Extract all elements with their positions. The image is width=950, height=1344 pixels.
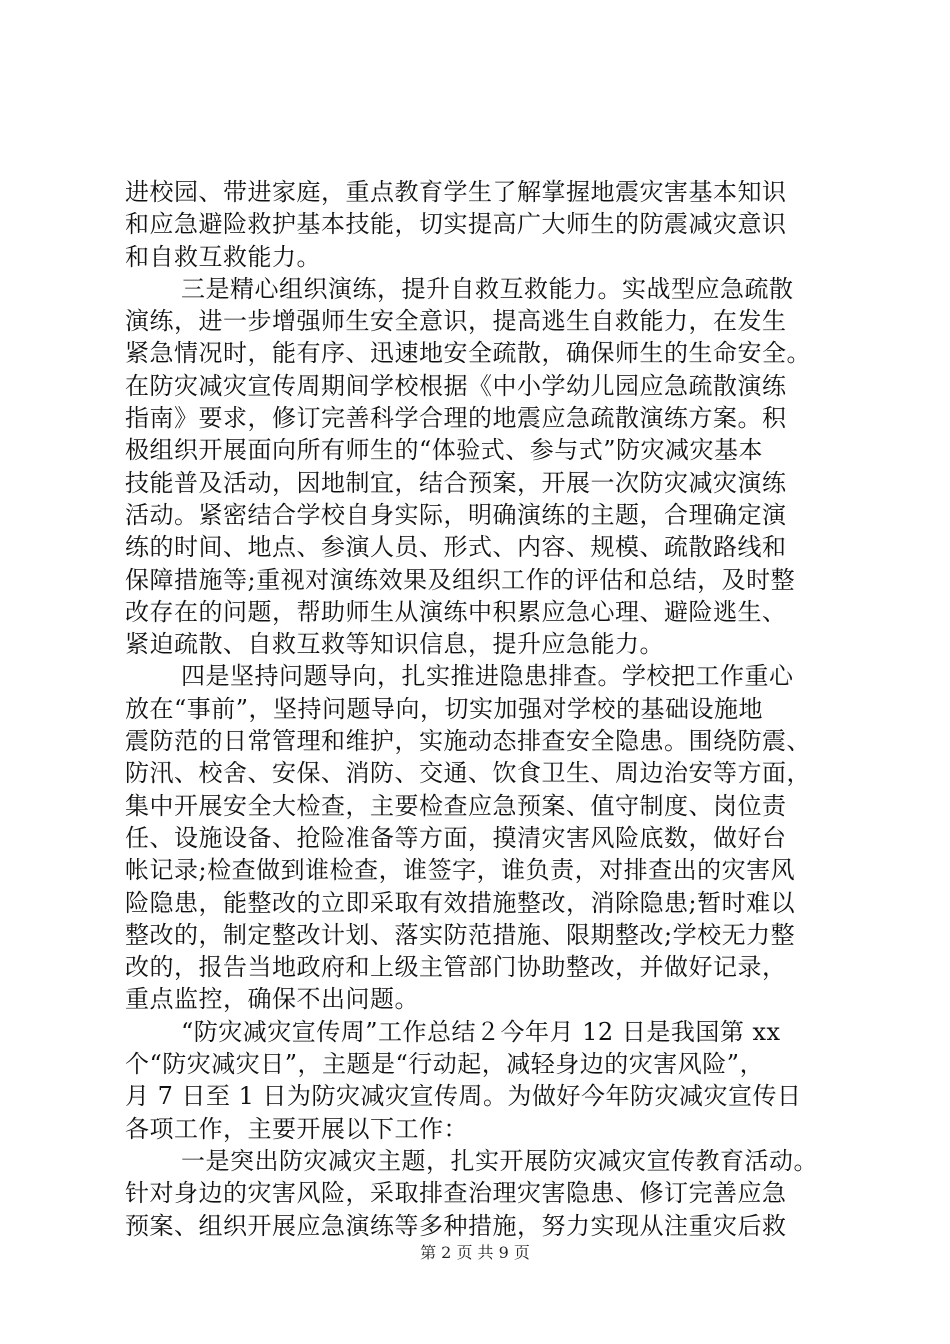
text-line: 三是精心组织演练，提升自救互救能力。实战型应急疏散 bbox=[181, 274, 794, 303]
text-line: 整改的，制定整改计划、落实防范措施、限期整改;学校无力整 bbox=[125, 920, 796, 949]
page-footer: 第 2 页 共 9 页 bbox=[420, 1243, 530, 1262]
text-line: 改存在的问题，帮助师生从演练中积累应急心理、避险逃生、 bbox=[125, 597, 787, 626]
text-line: 任、设施设备、抢险准备等方面，摸清灾害风险底数，做好台 bbox=[125, 823, 787, 852]
text-line: 改的，报告当地政府和上级主管部门协助整改，并做好记录， bbox=[125, 953, 787, 982]
text-line: 险隐患，能整改的立即采取有效措施整改，消除隐患;暂时难以 bbox=[125, 888, 796, 917]
text-line: 个“防灾减灾日”，主题是“行动起，减轻身边的灾害风险”， bbox=[125, 1050, 765, 1079]
text-line: 活动。紧密结合学校自身实际，明确演练的主题，合理确定演 bbox=[125, 500, 787, 529]
text-line: 保障措施等;重视对演练效果及组织工作的评估和总结，及时整 bbox=[125, 565, 796, 594]
text-line: 帐记录;检查做到谁检查，谁签字，谁负责，对排查出的灾害风 bbox=[125, 856, 796, 885]
text-line: 防汛、校舍、安保、消防、交通、饮食卫生、周边治安等方面， bbox=[125, 759, 811, 788]
text-line: 练的时间、地点、参演人员、形式、内容、规模、疏散路线和 bbox=[125, 533, 787, 562]
text-line: 预案、组织开展应急演练等多种措施，努力实现从注重灾后救 bbox=[125, 1211, 787, 1240]
text-line: 一是突出防灾减灾主题，扎实开展防灾减灾宣传教育活动。 bbox=[181, 1146, 818, 1175]
text-line: 各项工作，主要开展以下工作： bbox=[125, 1114, 468, 1143]
text-line: 针对身边的灾害风险，采取排查治理灾害隐患、修订完善应急 bbox=[125, 1179, 787, 1208]
text-line: 进校园、带进家庭，重点教育学生了解掌握地震灾害基本知识 bbox=[125, 178, 787, 206]
text-line: 四是坚持问题导向，扎实推进隐患排查。学校把工作重心 bbox=[181, 662, 794, 691]
document-body bbox=[125, 176, 850, 1242]
text-line: 放在“事前”，坚持问题导向，切实加强对学校的基础设施地 bbox=[125, 694, 764, 723]
text-line: 紧迫疏散、自救互救等知识信息，提升应急能力。 bbox=[125, 630, 664, 659]
text-line: 和自救互救能力。 bbox=[125, 242, 321, 271]
text-line: 紧急情况时，能有序、迅速地安全疏散，确保师生的生命安全。 bbox=[125, 339, 811, 368]
text-line: 演练，进一步增强师生安全意识，提高逃生自救能力，在发生 bbox=[125, 307, 787, 336]
text-line: 在防灾减灾宣传周期间学校根据《中小学幼儿园应急疏散演练 bbox=[125, 371, 787, 400]
text-line: 月 7 日至 1 日为防灾减灾宣传周。为做好今年防灾减灾宣传日 bbox=[125, 1082, 802, 1111]
text-line: 指南》要求，修订完善科学合理的地震应急疏散演练方案。积 bbox=[125, 404, 787, 433]
text-line: 震防范的日常管理和维护，实施动态排查安全隐患。围绕防震、 bbox=[125, 727, 811, 756]
text-line: 和应急避险救护基本技能，切实提高广大师生的防震减灾意识 bbox=[125, 210, 787, 239]
text-line: “防灾减灾宣传周”工作总结２今年月 12 日是我国第 xx bbox=[181, 1017, 781, 1046]
text-line: 极组织开展面向所有师生的“体验式、参与式”防灾减灾基本 bbox=[125, 436, 764, 465]
text-line: 集中开展安全大检查，主要检查应急预案、值守制度、岗位责 bbox=[125, 791, 787, 820]
text-line: 重点监控，确保不出问题。 bbox=[125, 985, 419, 1014]
text-line: 技能普及活动，因地制宜，结合预案，开展一次防灾减灾演练 bbox=[125, 468, 787, 497]
